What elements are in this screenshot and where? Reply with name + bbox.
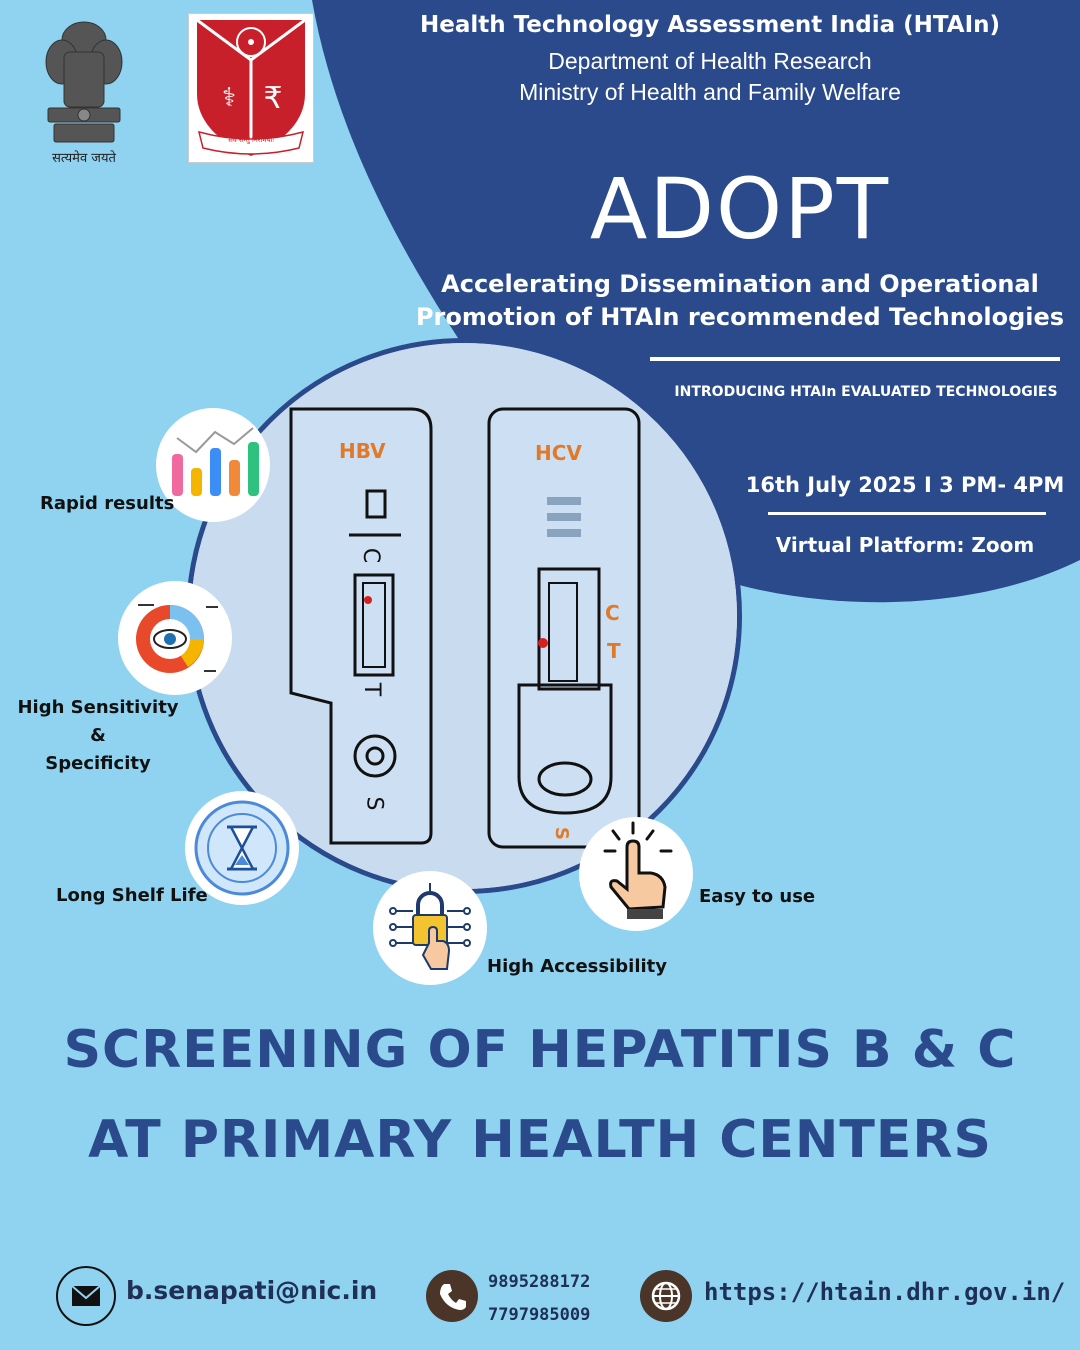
eye-pie-chart-icon bbox=[118, 581, 232, 695]
tap-hand-icon bbox=[579, 817, 693, 931]
hcv-t-mark: T bbox=[607, 639, 621, 663]
feature-label-shelf-life: Long Shelf Life bbox=[56, 885, 208, 906]
contact-phone-1[interactable]: 9895288172 bbox=[488, 1272, 591, 1292]
dhr-logo bbox=[188, 13, 314, 163]
event-platform: Virtual Platform: Zoom bbox=[775, 533, 1035, 557]
org-title: Health Technology Assessment India (HTAIn) bbox=[420, 12, 1001, 38]
feature-label-sensitivity bbox=[10, 694, 186, 778]
ministry-name: Ministry of Health and Family Welfare bbox=[519, 79, 901, 105]
contact-website[interactable]: https://htain.dhr.gov.in/ bbox=[704, 1278, 1066, 1306]
event-title: ADOPT bbox=[589, 160, 891, 258]
divider bbox=[768, 512, 1046, 515]
divider bbox=[650, 357, 1060, 361]
feature-label-rapid-results: Rapid results bbox=[40, 493, 175, 514]
feature-label-sensitivity-line-2: Specificity bbox=[45, 753, 151, 774]
email-icon bbox=[56, 1266, 116, 1326]
event-tagline bbox=[410, 268, 1070, 334]
hbv-s-mark: S bbox=[361, 796, 387, 811]
hbv-c-mark: C bbox=[358, 547, 384, 564]
tagline-line-2: Promotion of HTAIn recommended Technologies bbox=[415, 303, 1065, 331]
phone-icon bbox=[426, 1270, 478, 1322]
contact-email[interactable]: b.senapati@nic.in bbox=[126, 1276, 378, 1305]
national-emblem bbox=[34, 12, 134, 172]
hbv-t-mark: T bbox=[359, 682, 385, 697]
feature-sensitivity bbox=[118, 581, 232, 695]
contact-phone-2[interactable]: 7797985009 bbox=[488, 1305, 591, 1325]
hcv-s-mark: S bbox=[550, 827, 572, 840]
hcv-label: HCV bbox=[535, 441, 582, 465]
lion-capital-icon bbox=[34, 12, 134, 152]
headline-line-2: AT PRIMARY HEALTH CENTERS bbox=[88, 1110, 992, 1170]
padlock-circuit-icon bbox=[373, 871, 487, 985]
feature-label-sensitivity-line-1: High Sensitivity & bbox=[17, 697, 179, 746]
logo-banner-text: सर्वे सन्तु निरामयाः bbox=[228, 136, 274, 144]
feature-easy-to-use bbox=[579, 817, 693, 931]
feature-accessibility bbox=[373, 871, 487, 985]
department-name: Department of Health Research bbox=[548, 48, 872, 74]
emblem-motto: सत्यमेव जयते bbox=[52, 151, 116, 166]
event-datetime: 16th July 2025 I 3 PM- 4PM bbox=[745, 473, 1065, 497]
feature-label-easy-to-use: Easy to use bbox=[699, 886, 816, 907]
feature-label-accessibility: High Accessibility bbox=[487, 956, 668, 977]
hbv-label: HBV bbox=[339, 439, 386, 463]
svg-text:₹: ₹ bbox=[263, 81, 283, 116]
globe-icon bbox=[640, 1270, 692, 1322]
svg-text:⚕: ⚕ bbox=[221, 83, 237, 113]
tagline-line-1: Accelerating Dissemination and Operational bbox=[441, 270, 1039, 298]
hcv-c-mark: C bbox=[605, 601, 620, 625]
intro-text: INTRODUCING HTAIn EVALUATED TECHNOLOGIES bbox=[674, 384, 1058, 400]
headline-line-1: SCREENING OF HEPATITIS B & C bbox=[63, 1020, 1017, 1080]
